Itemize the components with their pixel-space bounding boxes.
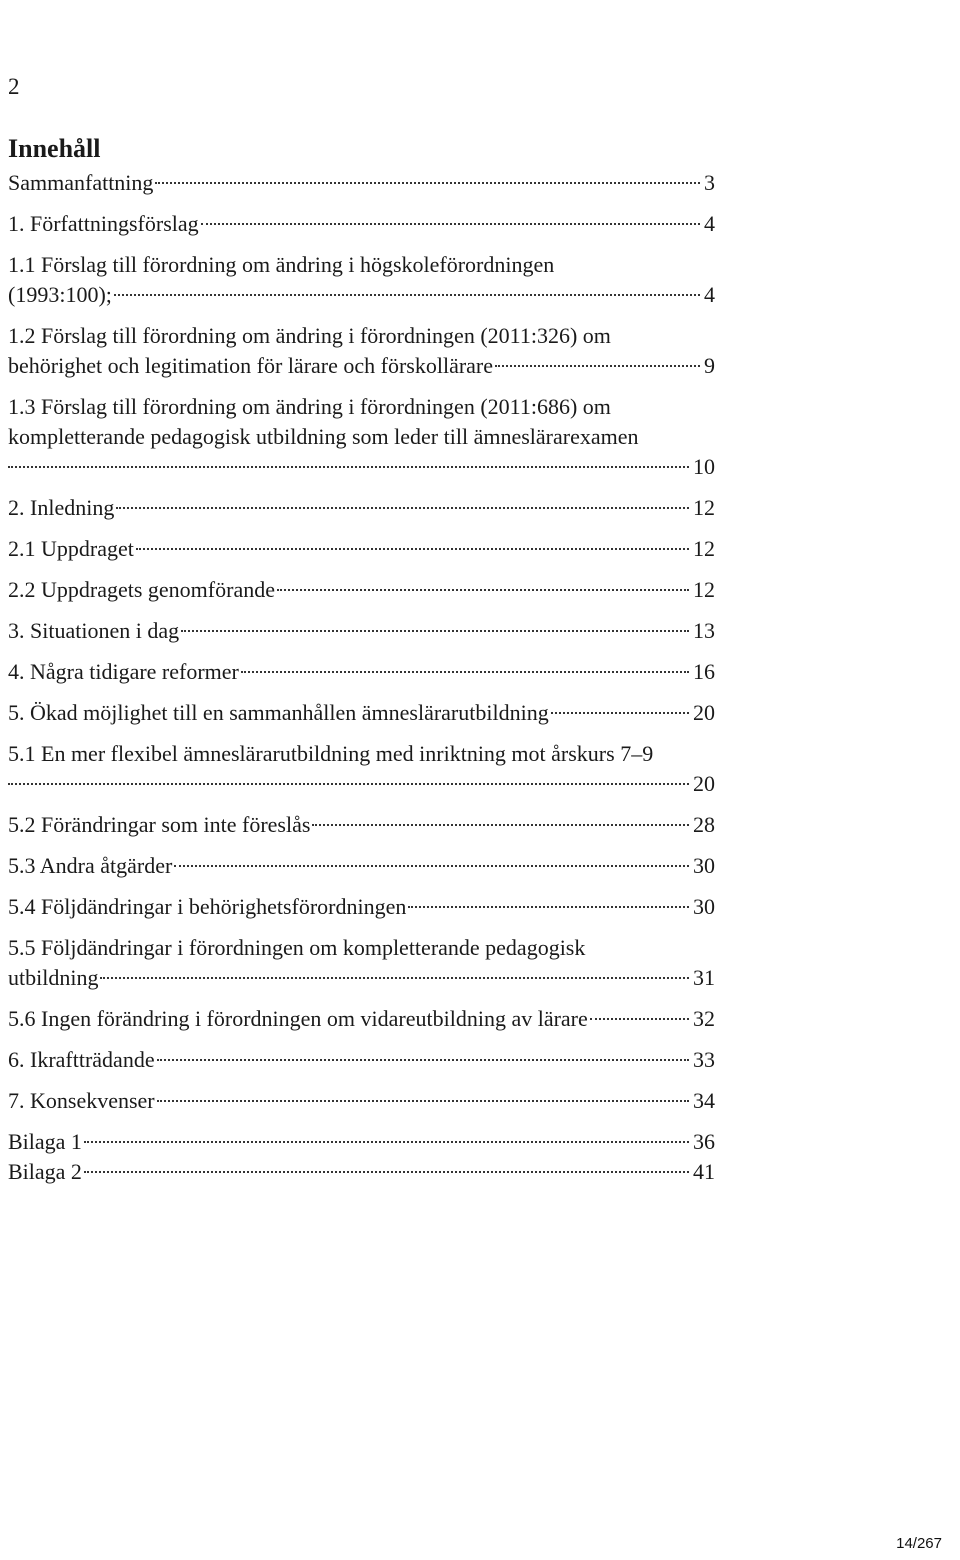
dot-leader	[155, 182, 700, 184]
toc-entry-page: 3	[704, 170, 715, 195]
toc-entry-1-3[interactable]	[8, 392, 715, 493]
toc-entry-text: 2. Inledning	[8, 495, 115, 520]
toc-entry-page: 4	[704, 282, 715, 307]
toc-entry-page: 9	[704, 353, 715, 378]
dot-leader	[84, 1171, 689, 1173]
toc-entry-page: 4	[704, 211, 715, 236]
toc-entry-okad-mojlighet[interactable]	[8, 698, 715, 739]
toc-entry-text-line2: kompletterande pedagogisk utbildning som leder till ämneslärarexamen	[8, 424, 639, 449]
dot-leader	[201, 223, 700, 225]
dot-leader	[136, 548, 689, 550]
toc-entry-text-line1: 1.2 Förslag till förordning om ändring i förordningen (2011:326) om	[8, 323, 611, 348]
toc-entry-page: 13	[693, 618, 715, 643]
toc-entry-ikrafttradande[interactable]	[8, 1045, 715, 1086]
dot-leader	[8, 466, 689, 468]
toc-entry-5-2[interactable]	[8, 810, 715, 851]
toc-entry-bilaga-2[interactable]	[8, 1157, 715, 1198]
toc-entry-situationen-i-dag[interactable]	[8, 616, 715, 657]
toc-entry-page: 16	[693, 659, 715, 684]
dot-leader	[8, 783, 689, 785]
toc-entry-text: Sammanfattning	[8, 170, 154, 195]
toc-entry-page: 41	[693, 1159, 715, 1184]
toc-entry-5-4[interactable]	[8, 892, 715, 933]
toc-entry-5-6[interactable]	[8, 1004, 715, 1045]
toc-entry-inledning[interactable]	[8, 493, 715, 534]
dot-leader	[181, 630, 689, 632]
toc-entry-text: 4. Några tidigare reformer	[8, 659, 239, 684]
toc-entry-text-line1: 1.3 Förslag till förordning om ändring i förordningen (2011:686) om	[8, 394, 611, 419]
toc-entry-text: 6. Ikraftträdande	[8, 1047, 155, 1072]
toc-entry-text-line1: 1.1 Förslag till förordning om ändring i högskoleförordningen	[8, 252, 555, 277]
toc-entry-text: 5.2 Förändringar som inte föreslås	[8, 812, 311, 837]
dot-leader	[84, 1141, 689, 1143]
toc-entry-page: 32	[693, 1006, 715, 1031]
toc-entry-1-1[interactable]	[8, 250, 715, 321]
toc-entry-uppdraget[interactable]	[8, 534, 715, 575]
toc-entry-page: 12	[693, 536, 715, 561]
toc-entry-page: 20	[693, 700, 715, 725]
toc-entry-text: 5.4 Följdändringar i behörighetsförordningen	[8, 894, 407, 919]
dot-leader	[408, 906, 689, 908]
toc-entry-5-1[interactable]	[8, 739, 715, 810]
toc-entry-nagra-tidigare-reformer[interactable]	[8, 657, 715, 698]
toc-entry-text: Bilaga 2	[8, 1159, 82, 1184]
toc-entry-sammanfattning[interactable]	[8, 168, 715, 209]
toc-entry-forfattningsforslag[interactable]	[8, 209, 715, 250]
dot-leader	[114, 294, 700, 296]
toc-entry-5-3[interactable]	[8, 851, 715, 892]
toc-entry-text: 1. Författningsförslag	[8, 211, 199, 236]
dot-leader	[241, 671, 689, 673]
toc-entry-text-line1: 5.5 Följdändringar i förordningen om kompletterande pedagogisk	[8, 935, 586, 960]
dot-leader	[590, 1018, 689, 1020]
toc-entry-text: utbildning	[8, 965, 99, 990]
toc-entry-5-5[interactable]	[8, 933, 715, 1004]
toc-entry-1-2[interactable]	[8, 321, 715, 392]
dot-leader	[277, 589, 689, 591]
dot-leader	[312, 824, 689, 826]
toc-entry-page: 12	[693, 577, 715, 602]
toc-entry-konsekvenser[interactable]	[8, 1086, 715, 1127]
toc-entry-text: 3. Situationen i dag	[8, 618, 180, 643]
toc-title: Innehåll	[8, 134, 101, 163]
dot-leader	[157, 1059, 689, 1061]
toc-entry-page: 34	[693, 1088, 715, 1113]
page-number: 2	[8, 74, 20, 99]
toc-entry-page: 30	[693, 853, 715, 878]
toc-entry-uppdragets-genomforande[interactable]	[8, 575, 715, 616]
toc-entry-text: 5. Ökad möjlighet till en sammanhållen ämneslärarutbildning	[8, 700, 549, 725]
dot-leader	[174, 865, 689, 867]
toc-entry-text-line1: 5.1 En mer flexibel ämneslärarutbildning med inriktning mot årskurs 7–9	[8, 741, 654, 766]
toc-entry-page: 28	[693, 812, 715, 837]
toc-entry-page: 31	[693, 965, 715, 990]
toc-entry-text: 5.6 Ingen förändring i förordningen om vidareutbildning av lärare	[8, 1006, 588, 1031]
toc-entry-text: 5.3 Andra åtgärder	[8, 853, 173, 878]
toc-entry-page: 30	[693, 894, 715, 919]
toc-entry-page: 36	[693, 1129, 715, 1154]
toc-entry-page: 10	[693, 454, 715, 479]
dot-leader	[551, 712, 689, 714]
toc-entry-page: 20	[693, 771, 715, 796]
toc-entry-text: Bilaga 1	[8, 1129, 82, 1154]
toc-entry-bilaga-1[interactable]	[8, 1127, 715, 1157]
dot-leader	[495, 365, 700, 367]
toc-entry-text: 2.2 Uppdragets genomförande	[8, 577, 275, 602]
toc-entry-page: 12	[693, 495, 715, 520]
toc-entry-text: (1993:100);	[8, 282, 112, 307]
document-page-counter: 14/267	[896, 1535, 942, 1552]
toc-entry-text: behörighet och legitimation för lärare och förskollärare	[8, 353, 494, 378]
toc-entry-page: 33	[693, 1047, 715, 1072]
toc-entry-text: 2.1 Uppdraget	[8, 536, 134, 561]
toc-entry-text: 7. Konsekvenser	[8, 1088, 155, 1113]
dot-leader	[100, 977, 689, 979]
table-of-contents	[8, 168, 715, 1198]
dot-leader	[157, 1100, 689, 1102]
dot-leader	[116, 507, 689, 509]
